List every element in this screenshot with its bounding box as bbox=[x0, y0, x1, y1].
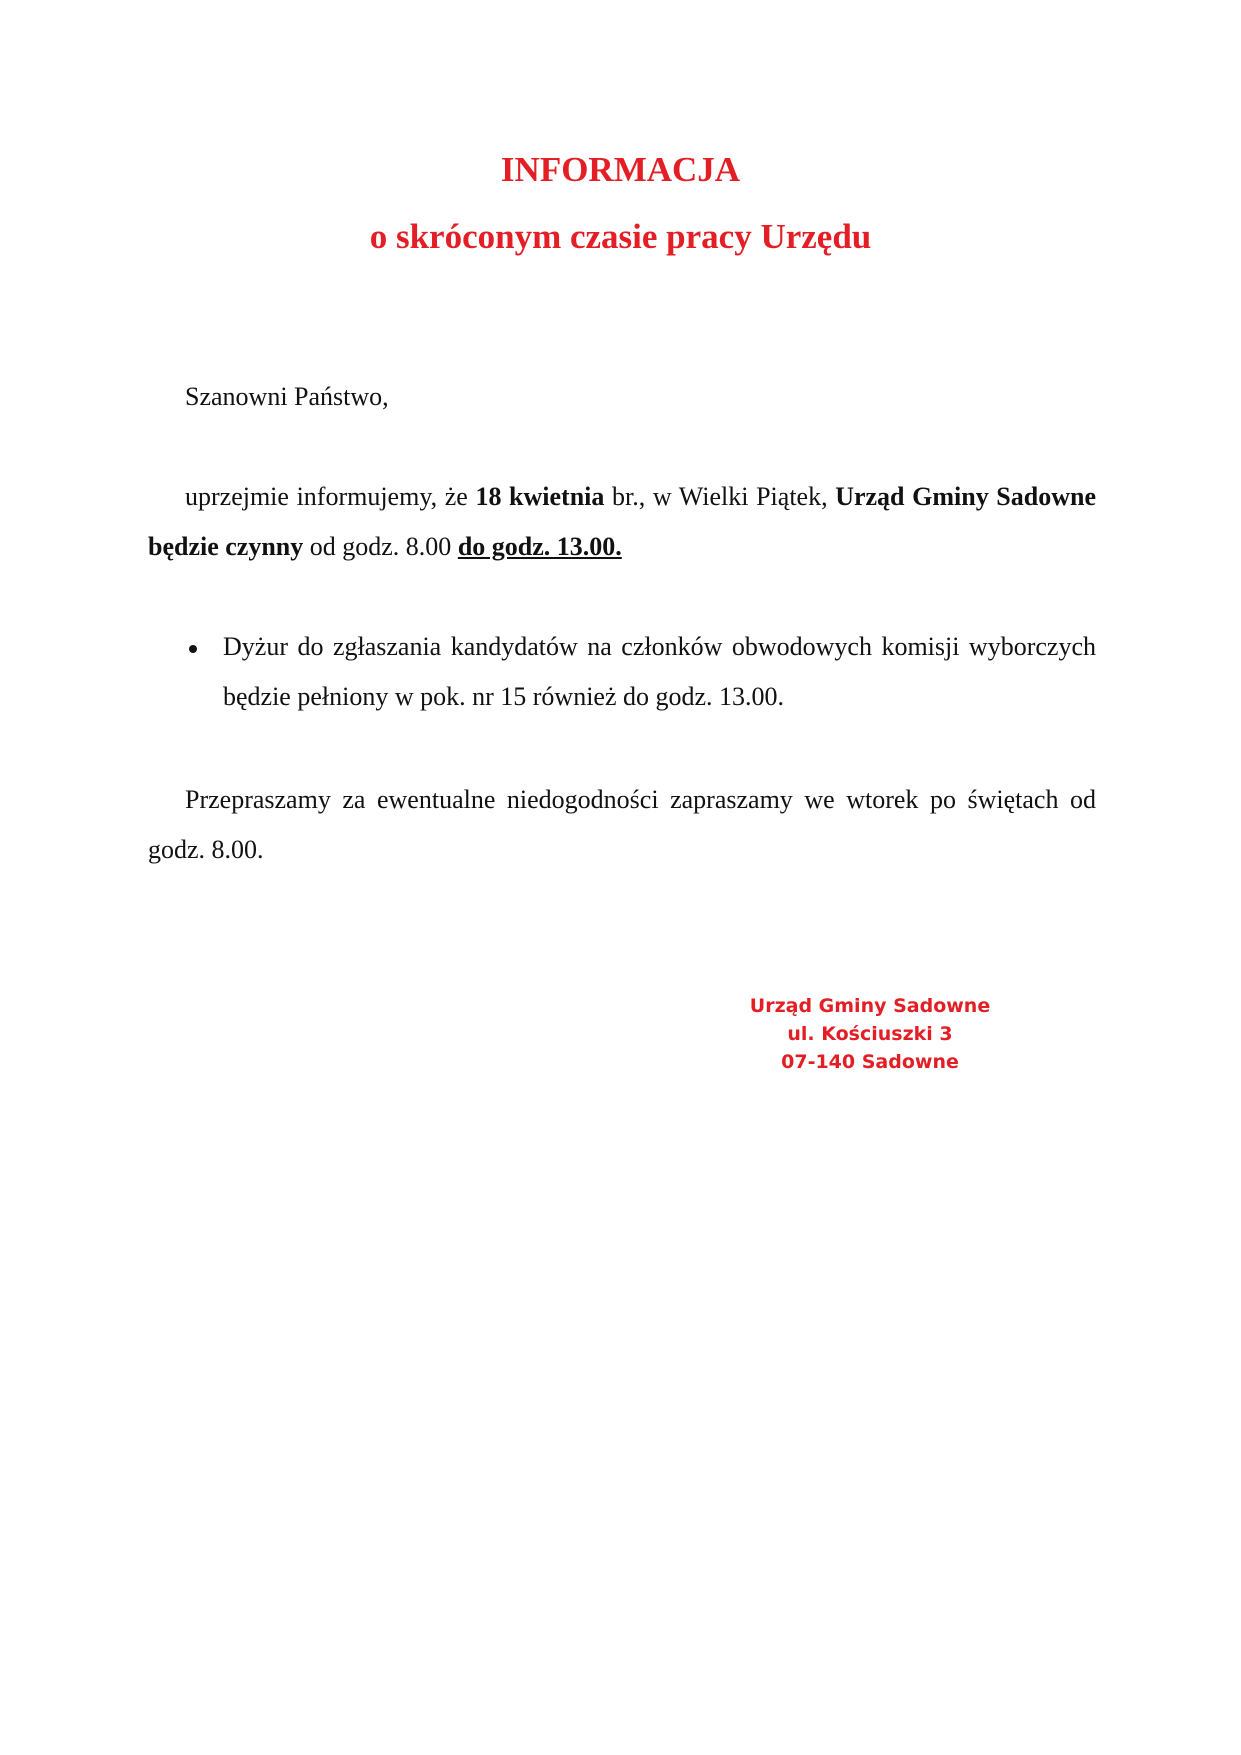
salutation: Szanowni Państwo, bbox=[185, 382, 389, 411]
signature-street: ul. Kościuszki 3 bbox=[787, 1023, 953, 1045]
info-text-3: od godz. 8.00 bbox=[303, 532, 458, 561]
info-office: Urząd Gminy Sadowne będzie czynny bbox=[148, 482, 1097, 561]
info-paragraph bbox=[148, 472, 1096, 572]
bullet-text: Dyżur do zgłaszania kandydatów na członków obwodowych komisji wyborczych będzie pełniony w pok. nr 15 również do godz. 13.00. bbox=[223, 632, 1096, 711]
info-text-1: uprzejmie informujemy, że bbox=[185, 482, 476, 511]
bullet-list bbox=[148, 622, 1096, 722]
signature-postal-city: 07-140 Sadowne bbox=[781, 1051, 959, 1073]
info-text-2: br., w Wielki Piątek, bbox=[604, 482, 836, 511]
list-item bbox=[148, 622, 1096, 722]
info-date: 18 kwietnia bbox=[475, 482, 605, 511]
bullet-icon bbox=[189, 645, 197, 653]
document-title: INFORMACJA bbox=[500, 150, 741, 189]
info-until-time: do godz. 13.00. bbox=[457, 532, 622, 561]
signature-stamp bbox=[710, 992, 1030, 1076]
closing-paragraph: Przepraszamy za ewentualne niedogodności zapraszamy we wtorek po świętach od godz. 8.00. bbox=[148, 785, 1096, 864]
signature-office-name: Urząd Gminy Sadowne bbox=[749, 995, 991, 1017]
document-subtitle: o skróconym czasie pracy Urzędu bbox=[369, 217, 872, 256]
